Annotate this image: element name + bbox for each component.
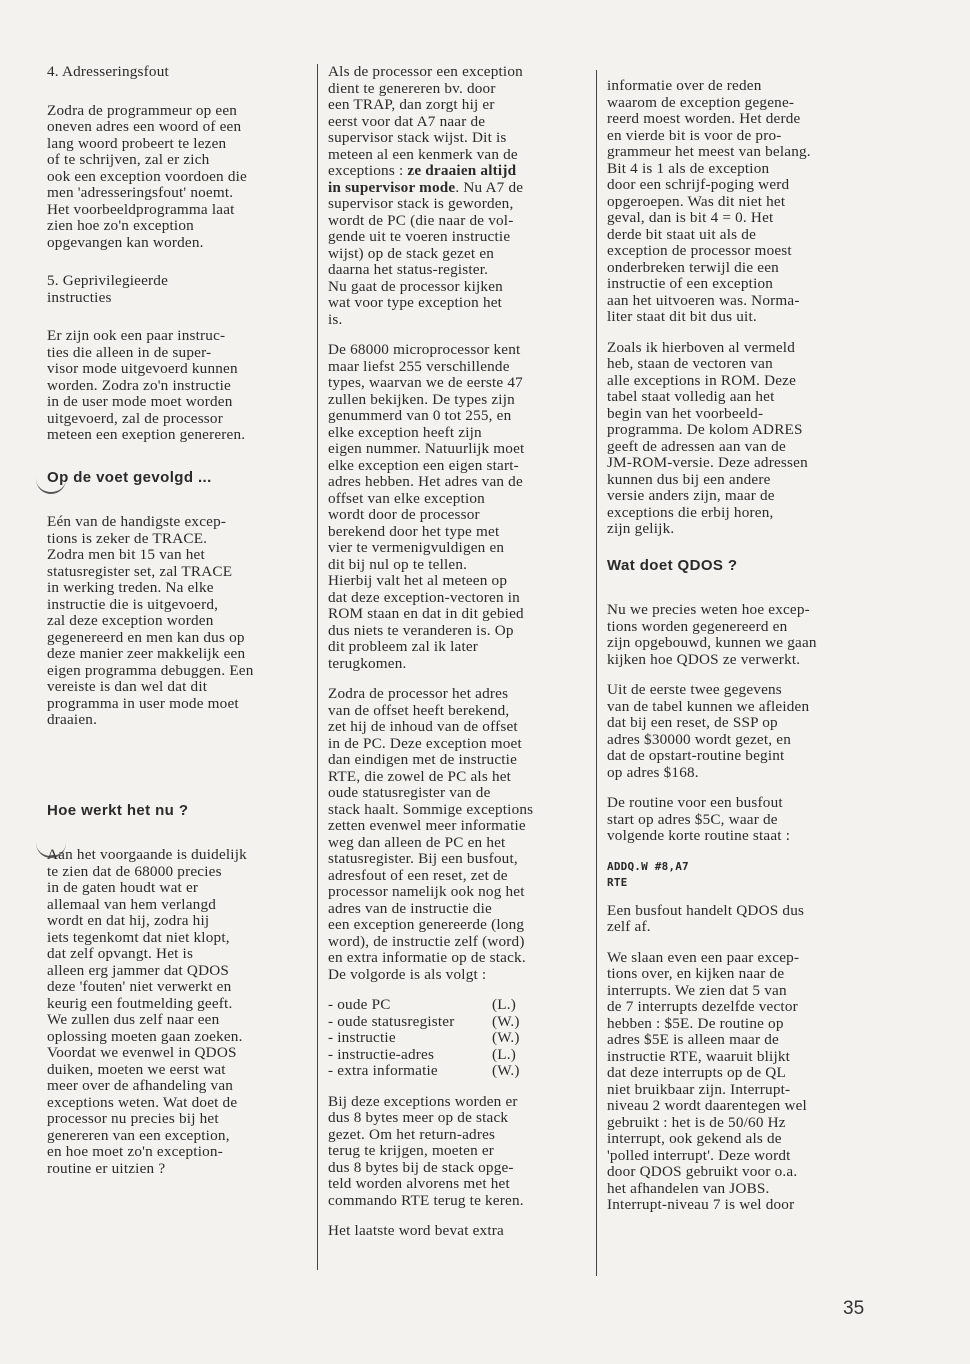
paragraph: Eén van de handigste excep- tions is zeker de TRACE. Zodra men bit 15 van het statusregister set, zal TRACE in werking treden. Na elke instructie die is uitgevoerd, zal deze exception worden gegenereerd en men kan dus op deze manier zeer makkelijk een eigen programma debuggen. Een vereiste is dan wel dat dit programma in user mode moet draaien. [47,513,254,728]
paragraph: We slaan even een paar excep- tions over, en kijken naar de interrupts. We zien dat 5 van de 7 interrupts dezelfde vector hebben : $5E. De routine op adres $5E is alleen maar de instructie RTE, waaruit blijkt dat deze interrupts op de QL niet bruikbaar zijn. Interrupt- niveau 2 wordt daarentegen wel gebruikt : het is de 50/60 Hz interrupt, ook gekend als de 'polled interrupt'. Deze wordt door QDOS gebruikt voor o.a. het afhandelen van JOBS. Interrupt-niveau 7 is wel door [607,948,807,1213]
column-left [47,64,309,1191]
paragraph: Bij deze exceptions worden er dus 8 bytes meer op de stack gezet. Om het return-adres terug te krijgen, moeten er dus 8 bytes bij de stack opge- teld worden alvorens met het commando RTE terug te keren. [328,1092,524,1209]
list-item-size: (W.) [492,1012,520,1030]
code-listing: ADDQ.W #8,A7 RTE [607,859,689,889]
bold-phrase: ze draaien altijd in supervisor mode [328,162,517,196]
list-item-label: - extra informatie [328,1062,438,1079]
paragraph: Nu we precies weten hoe excep- tions worden gegenereerd en zijn opgebouwd, kunnen we gaan kijken hoe QDOS ze verwerkt. [607,601,817,668]
paragraph: De 68000 microprocessor kent maar liefst 255 verschillende types, waarvan we de eerste 47 zullen bekijken. De types zijn genummerd van 0 tot 255, en elke exception heeft zijn eigen nummer. Natuurlijk moet elke exception een eigen start- adres hebben. Het adres van de offset van elke exception wordt door de processor berekend door het type met vier te vermenigvuldigen en dit bij nul op te tellen. Hierbij valt het al meteen op dat deze exception-vectoren in ROM staan en dat in dit gebied dus niets te veranderen is. Op dit probleem zal ik later terugkomen. [328,341,525,672]
paragraph: Er zijn ook een paar instruc- ties die alleen in de super- visor mode uitgevoerd kunnen worden. Zodra zo'n instructie in de user mode moet worden uitgevoerd, zal de processor meteen een exeption genereren. [47,327,246,443]
paragraph: Aan het voorgaande is duidelijk te zien dat de 68000 precies in de gaten houdt wat er allemaal van hem verlangd wordt en dat hij, zodra hij iets tegenkomt dat niet klopt, dat zelf opvangt. Het is alleen erg jammer dat QDOS deze 'fouten' niet verwerkt en keurig een foutmelding geeft. We zullen dus zelf naar een oplossing moeten gaan zoeken. Voordat we evenwel in QDOS duiken, moeten we eerst wat meer over de afhandeling van exceptions weten. Wat doet de processor nu precies bij het genereren van een exception, en hoe moet zo'n exception- routine er uitzien ? [47,846,247,1177]
paragraph: Een busfout handelt QDOS dus zelf af. [607,901,805,935]
paragraph: Zodra de programmeur op een oneven adres een woord of een lang woord probeert te lezen of te schrijven, zal er zich ook een exception voordoen die men 'adresseringsfout' noemt. Het voorbeeldprogramma laat zien hoe zo'n exception opgevangen kan worden. [47,101,247,251]
subheading-voet-gevolgd: Op de voet gevolgd ... [47,468,212,486]
section-heading-geprivilegieerde: 5. Geprivilegieerde instructies [47,272,169,306]
subheading-hoe-werkt: Hoe werkt het nu ? [47,801,189,819]
page-number: 35 [843,1298,865,1319]
text-run: Als de processor een exception dient te genereren bv. door een TRAP, dan zorgt hij er eerst voor dat A7 naar de supervisor stack wijst. Dit is meteen al een kenmerk van de exceptions : [328,63,523,179]
paragraph: Zoals ik hierboven al vermeld heb, staan de vectoren van alle exceptions in ROM. Deze tabel staat volledig aan het begin van het voorbeeld- programma. De kolom ADRES geeft de adressen aan van de JM-ROM-versie. Deze adressen kunnen dus bij een andere versie anders zijn, maar de exceptions die erbij horen, zijn gelijk. [607,338,808,537]
section-heading-adresseringsfout: 4. Adresseringsfout [47,63,169,80]
list-item-label: - instructie-adres [328,1045,435,1063]
list-item-size: (L.) [492,996,516,1013]
column-divider [596,70,597,1276]
paragraph: Zodra de processor het adres van de offset heeft berekend, zet hij de inhoud van de offset in de PC. Deze exception moet dan eindigen met de instructie RTE, die zowel de PC als het oude statusregister van de stack haalt. Sommige exceptions zetten evenwel meer informatie weg dan alleen de PC en het statusregister. Bij een busfout, adresfout of een reset, zet de processor namelijk ook nog het adres van de instructie die een exception genereerde (long word), de instructie zelf (word) en extra informatie op de stack. De volgorde is als volgt : [328,685,534,983]
paragraph: Het laatste word bevat extra [328,1222,504,1239]
list-item-label: - oude PC [328,996,391,1013]
text-run: . Nu A7 de supervisor stack is geworden, wordt de PC (die naar de vol- gende uit te voeren instructie wijst) op de stack gezet en daarna het status-register. Nu gaat de processor kijken wat voor type exception het is. [328,178,524,328]
column-middle [328,64,576,1254]
paragraph: informatie over de reden waarom de exception gegene- reerd moest worden. Het derde en vierde bit is voor de pro- grammeur het meest van belang. Bit 4 is 1 als de exception door een schrijf-poging werd opgeroepen. Was dit niet het geval, dan is bit 4 = 0. Het derde bit staat uit als de exception de processor moest onderbreken terwijl die een instructie of een exception aan het uitvoeren was. Norma- liter staat dit bit dus uit. [607,77,811,325]
list-item-label: - oude statusregister [328,1012,455,1030]
list-item-size: (W.) [492,1029,520,1046]
column-divider [317,64,318,1270]
list-item [328,1030,576,1047]
subheading-wat-doet-qdos: Wat doet QDOS ? [607,556,738,574]
list-item-size: (L.) [492,1045,516,1063]
list-item [328,1063,576,1080]
paragraph [328,64,576,328]
column-right [607,64,869,1228]
paragraph: De routine voor een busfout start op adres $5C, waar de volgende korte routine staat : [607,794,791,844]
list-item [328,1047,576,1064]
list-item [328,997,576,1014]
stack-order-list [328,997,576,1080]
paragraph: Uit de eerste twee gegevens van de tabel kunnen we afleiden dat bij een reset, de SSP op adres $30000 wordt gezet, en dat de opstart-routine begint op adres $168. [607,681,810,781]
list-item [328,1014,576,1031]
list-item-label: - instructie [328,1029,396,1046]
list-item-size: (W.) [492,1062,520,1079]
